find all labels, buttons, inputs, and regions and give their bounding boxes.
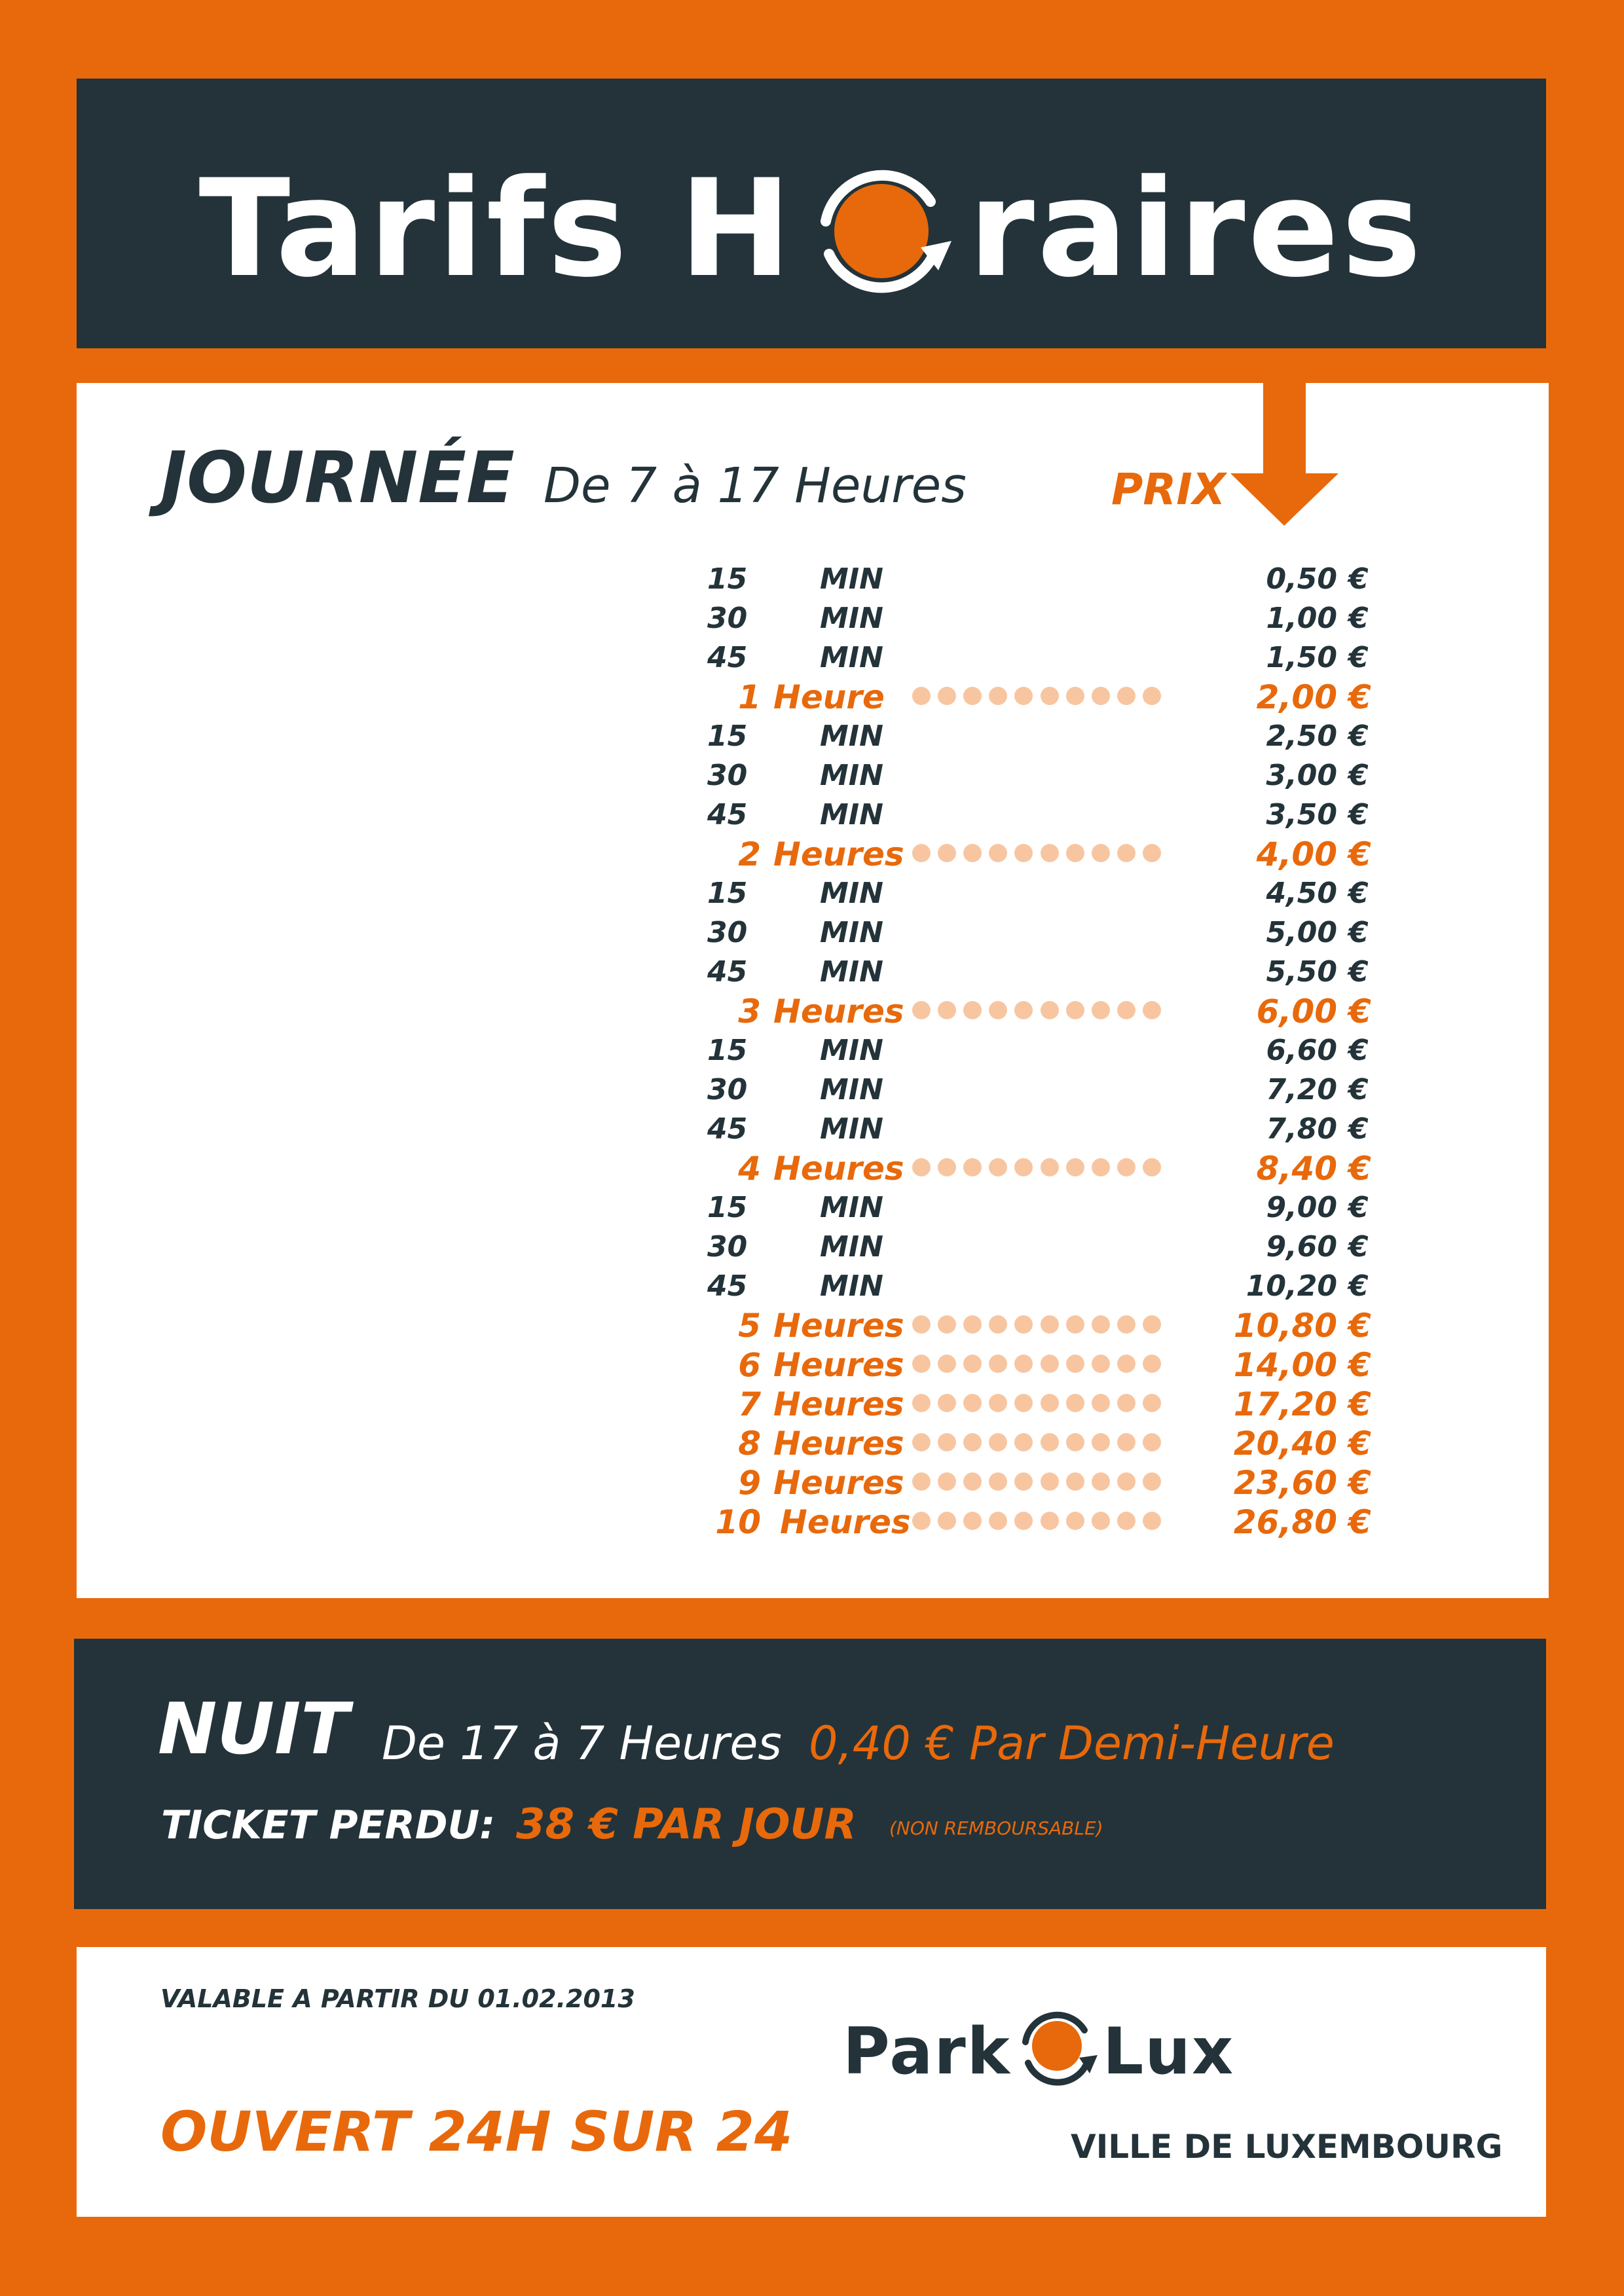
dot (1117, 1001, 1135, 1019)
currency-symbol: € (1348, 1073, 1369, 1106)
tariff-row (77, 795, 1549, 835)
price-label: PRIX (1111, 464, 1226, 515)
dot (912, 1315, 931, 1334)
currency-symbol: € (1348, 1191, 1369, 1224)
tariff-row (77, 1188, 1549, 1228)
currency-symbol: € (1348, 798, 1369, 831)
duration-unit: MIN (820, 720, 883, 753)
dot (1041, 1355, 1059, 1373)
duration-number: 15 (707, 1191, 748, 1224)
dot (1066, 1001, 1084, 1019)
dot (1143, 687, 1161, 705)
duration-unit: MIN (820, 562, 883, 596)
price-value: 6,00 (1256, 993, 1337, 1030)
dot (963, 1433, 982, 1451)
dot (1092, 1158, 1110, 1176)
dot (938, 1472, 956, 1491)
currency-symbol: € (1348, 916, 1369, 949)
dot (1143, 1394, 1161, 1412)
price-value: 6,60 (1266, 1034, 1337, 1067)
dot (912, 1158, 931, 1176)
tariff-table (77, 383, 1549, 1598)
dot (1066, 844, 1084, 862)
dot (1143, 1355, 1161, 1373)
currency-symbol: € (1348, 955, 1369, 989)
duration-unit: Heures (773, 1307, 904, 1345)
duration-number: 4 (738, 1150, 761, 1188)
dot (1117, 1355, 1135, 1373)
price-value: 0,50 (1266, 562, 1337, 596)
tariff-row (77, 1306, 1549, 1345)
dot (1041, 687, 1059, 705)
dot (1143, 1001, 1161, 1019)
price-value: 4,50 (1266, 877, 1337, 910)
tariff-row (77, 678, 1549, 717)
dot (1092, 1001, 1110, 1019)
currency-symbol: € (1348, 1307, 1371, 1345)
dot-leader (912, 844, 1161, 865)
lost-ticket-label: TICKET PERDU: (161, 1802, 496, 1848)
dot (912, 1433, 931, 1451)
dot (1014, 1472, 1033, 1491)
price-value: 5,50 (1266, 955, 1337, 989)
dot (989, 1355, 1007, 1373)
tariff-row (77, 1424, 1549, 1463)
tariff-row (77, 1345, 1549, 1385)
duration-number: 15 (707, 562, 748, 596)
dot (938, 1158, 956, 1176)
currency-symbol: € (1348, 1230, 1369, 1264)
dot (989, 1433, 1007, 1451)
dot (1066, 687, 1084, 705)
dot (1117, 1394, 1135, 1412)
dot (938, 1315, 956, 1334)
duration-unit: MIN (820, 602, 883, 635)
duration-unit: MIN (820, 1112, 883, 1146)
duration-number: 5 (738, 1307, 761, 1345)
dot (1066, 1315, 1084, 1334)
dot (1092, 1394, 1110, 1412)
dot (912, 1472, 931, 1491)
dot (963, 1512, 982, 1530)
valid-from-text: VALABLE A PARTIR DU 01.02.2013 (160, 1984, 635, 2013)
dot (989, 1472, 1007, 1491)
duration-number: 9 (738, 1464, 761, 1502)
dot (1143, 1512, 1161, 1530)
logo-part1: Park (843, 2014, 1011, 2089)
dot (1092, 1315, 1110, 1334)
duration-number: 45 (707, 955, 748, 989)
dot (912, 1512, 931, 1530)
currency-symbol: € (1348, 993, 1371, 1030)
tariff-row (77, 1503, 1549, 1542)
dot (912, 1355, 931, 1373)
dot (1014, 1433, 1033, 1451)
dot (1066, 1394, 1084, 1412)
dot (1117, 1512, 1135, 1530)
currency-symbol: € (1348, 759, 1369, 792)
dot (1014, 1001, 1033, 1019)
parkolux-logo (843, 2003, 1234, 2094)
currency-symbol: € (1348, 1346, 1371, 1384)
duration-unit: Heures (780, 1503, 911, 1541)
dot (1143, 844, 1161, 862)
tariff-row (77, 1463, 1549, 1503)
currency-symbol: € (1348, 1385, 1371, 1423)
dot (1092, 844, 1110, 862)
main-title-part1: Tarifs H (198, 151, 794, 307)
duration-unit: MIN (820, 955, 883, 989)
tariff-row (77, 638, 1549, 678)
tariff-row (77, 1385, 1549, 1424)
currency-symbol: € (1348, 720, 1369, 753)
dot (912, 687, 931, 705)
price-value: 17,20 (1233, 1385, 1337, 1423)
dot (938, 1355, 956, 1373)
duration-number: 30 (707, 602, 748, 635)
duration-unit: Heures (773, 1346, 904, 1384)
duration-number: 3 (738, 993, 761, 1030)
dot (1092, 687, 1110, 705)
duration-unit: Heures (773, 993, 904, 1030)
price-value: 3,00 (1266, 759, 1337, 792)
dot (1117, 1472, 1135, 1491)
dot (963, 1158, 982, 1176)
currency-symbol: € (1348, 877, 1369, 910)
currency-symbol: € (1348, 1269, 1369, 1303)
day-tariffs-panel (77, 383, 1549, 1598)
dot (1014, 1158, 1033, 1176)
header-banner (77, 79, 1546, 348)
price-value: 9,00 (1266, 1191, 1337, 1224)
dot (938, 1433, 956, 1451)
lost-ticket-note: (NON REMBOURSABLE) (889, 1817, 1103, 1839)
duration-number: 7 (738, 1385, 761, 1423)
dot (938, 844, 956, 862)
dot (938, 1394, 956, 1412)
dot (1041, 1394, 1059, 1412)
duration-unit: MIN (820, 916, 883, 949)
dot (963, 1315, 982, 1334)
dot (989, 1315, 1007, 1334)
duration-number: 15 (707, 1034, 748, 1067)
dot (1092, 1355, 1110, 1373)
duration-unit: Heures (773, 1150, 904, 1188)
dot (1014, 1315, 1033, 1334)
tariff-row (77, 874, 1549, 913)
price-value: 10,80 (1233, 1307, 1337, 1345)
open-hours-text: OUVERT 24H SUR 24 (160, 2100, 793, 2164)
dot (989, 1001, 1007, 1019)
price-value: 9,60 (1266, 1230, 1337, 1264)
dot-leader (912, 1394, 1161, 1415)
dot (989, 1512, 1007, 1530)
tariff-row (77, 1110, 1549, 1149)
footer-panel (77, 1947, 1546, 2217)
dot (1117, 1433, 1135, 1451)
price-value: 8,40 (1256, 1150, 1337, 1188)
tariff-row (77, 992, 1549, 1031)
price-value: 10,20 (1246, 1269, 1337, 1303)
dot (1117, 687, 1135, 705)
dot (1041, 1512, 1059, 1530)
price-value: 7,20 (1266, 1073, 1337, 1106)
tariff-row (77, 1031, 1549, 1070)
price-value: 5,00 (1266, 916, 1337, 949)
duration-number: 30 (707, 916, 748, 949)
price-value: 14,00 (1233, 1346, 1337, 1384)
duration-unit: Heures (773, 1464, 904, 1502)
currency-symbol: € (1348, 1503, 1371, 1541)
currency-symbol: € (1348, 835, 1371, 873)
dot (989, 1158, 1007, 1176)
price-value: 2,00 (1256, 678, 1337, 716)
duration-number: 45 (707, 1112, 748, 1146)
dot (963, 844, 982, 862)
dot (1041, 1472, 1059, 1491)
duration-number: 10 (715, 1503, 761, 1541)
dot (1014, 687, 1033, 705)
tariff-row (77, 1228, 1549, 1267)
dot (1117, 1158, 1135, 1176)
tariff-row (77, 1267, 1549, 1306)
dot (1014, 1512, 1033, 1530)
tariff-row (77, 1149, 1549, 1188)
dot (1041, 1433, 1059, 1451)
dot (1092, 1512, 1110, 1530)
dot (1092, 1472, 1110, 1491)
duration-unit: MIN (820, 641, 883, 674)
tariff-row (77, 835, 1549, 874)
dot (1092, 1433, 1110, 1451)
tariff-row (77, 717, 1549, 756)
tariff-row (77, 913, 1549, 953)
lost-ticket-price: 38 € PAR JOUR (516, 1800, 857, 1849)
dot (938, 1001, 956, 1019)
duration-unit: MIN (820, 1191, 883, 1224)
main-title (77, 149, 1546, 313)
dot (1041, 1315, 1059, 1334)
dot (1143, 1158, 1161, 1176)
duration-unit: Heures (773, 835, 904, 873)
currency-symbol: € (1348, 562, 1369, 596)
dot-leader (912, 1512, 1161, 1533)
currency-symbol: € (1348, 602, 1369, 635)
dot (1066, 1433, 1084, 1451)
tariff-row (77, 1070, 1549, 1110)
duration-unit: MIN (820, 1230, 883, 1264)
price-value: 1,00 (1266, 602, 1337, 635)
dot (1117, 1315, 1135, 1334)
dot (1041, 1001, 1059, 1019)
day-title: JOURNÉE (160, 437, 515, 519)
price-value: 26,80 (1233, 1503, 1337, 1541)
duration-number: 15 (707, 877, 748, 910)
dot (912, 1001, 931, 1019)
duration-number: 30 (707, 759, 748, 792)
dot (1143, 1315, 1161, 1334)
dot (1066, 1472, 1084, 1491)
dot-leader (912, 1158, 1161, 1179)
price-value: 2,50 (1266, 720, 1337, 753)
tariff-row (77, 953, 1549, 992)
dot (938, 687, 956, 705)
dot (1014, 1394, 1033, 1412)
dot (989, 1394, 1007, 1412)
dot (912, 844, 931, 862)
logo-part2: Lux (1102, 2014, 1235, 2089)
duration-number: 45 (707, 798, 748, 831)
city-name: VILLE DE LUXEMBOURG (1071, 2128, 1503, 2166)
duration-number: 30 (707, 1073, 748, 1106)
clock-ring-icon (800, 149, 963, 313)
duration-unit: MIN (820, 1034, 883, 1067)
tariff-row (77, 560, 1549, 599)
dot (1041, 844, 1059, 862)
dot (938, 1512, 956, 1530)
duration-unit: MIN (820, 1073, 883, 1106)
dot-leader (912, 1355, 1161, 1376)
dot (1143, 1472, 1161, 1491)
currency-symbol: € (1348, 1112, 1369, 1146)
night-subtitle: De 17 à 7 Heures (382, 1717, 782, 1770)
night-tariffs-panel (74, 1639, 1546, 1909)
dot (989, 844, 1007, 862)
dot (963, 1355, 982, 1373)
dot (963, 1394, 982, 1412)
duration-unit: MIN (820, 759, 883, 792)
duration-number: 2 (738, 835, 761, 873)
main-title-part2: raires (968, 151, 1424, 307)
duration-number: 1 (738, 678, 761, 716)
dot (963, 1001, 982, 1019)
night-title: NUIT (158, 1688, 349, 1770)
price-value: 23,60 (1233, 1464, 1337, 1502)
currency-symbol: € (1348, 678, 1371, 716)
dot-leader (912, 687, 1161, 708)
duration-number: 45 (707, 1269, 748, 1303)
dot-leader (912, 1315, 1161, 1336)
duration-number: 15 (707, 720, 748, 753)
duration-number: 8 (738, 1425, 761, 1463)
logo-ring-icon (1011, 2003, 1103, 2094)
duration-unit: Heures (773, 1425, 904, 1463)
day-subtitle: De 7 à 17 Heures (544, 458, 967, 514)
duration-number: 6 (738, 1346, 761, 1384)
duration-unit: Heure (773, 678, 885, 716)
dot (963, 687, 982, 705)
price-value: 7,80 (1266, 1112, 1337, 1146)
dot-leader (912, 1472, 1161, 1493)
dot (1014, 844, 1033, 862)
duration-unit: MIN (820, 1269, 883, 1303)
dot-leader (912, 1001, 1161, 1022)
dot (912, 1394, 931, 1412)
dot (1014, 1355, 1033, 1373)
dot (1117, 844, 1135, 862)
currency-symbol: € (1348, 641, 1369, 674)
dot-leader (912, 1433, 1161, 1454)
night-price: 0,40 € Par Demi-Heure (809, 1717, 1335, 1770)
currency-symbol: € (1348, 1464, 1371, 1502)
duration-unit: MIN (820, 877, 883, 910)
duration-number: 30 (707, 1230, 748, 1264)
duration-number: 45 (707, 641, 748, 674)
tariff-row (77, 599, 1549, 638)
dot (1066, 1512, 1084, 1530)
currency-symbol: € (1348, 1425, 1371, 1463)
currency-symbol: € (1348, 1034, 1369, 1067)
dot (1143, 1433, 1161, 1451)
dot (1041, 1158, 1059, 1176)
currency-symbol: € (1348, 1150, 1371, 1188)
dot (1066, 1355, 1084, 1373)
price-value: 3,50 (1266, 798, 1337, 831)
price-value: 20,40 (1233, 1425, 1337, 1463)
dot (1066, 1158, 1084, 1176)
duration-unit: Heures (773, 1385, 904, 1423)
duration-unit: MIN (820, 798, 883, 831)
dot (989, 687, 1007, 705)
price-value: 4,00 (1256, 835, 1337, 873)
tariff-row (77, 756, 1549, 795)
dot (963, 1472, 982, 1491)
price-value: 1,50 (1266, 641, 1337, 674)
